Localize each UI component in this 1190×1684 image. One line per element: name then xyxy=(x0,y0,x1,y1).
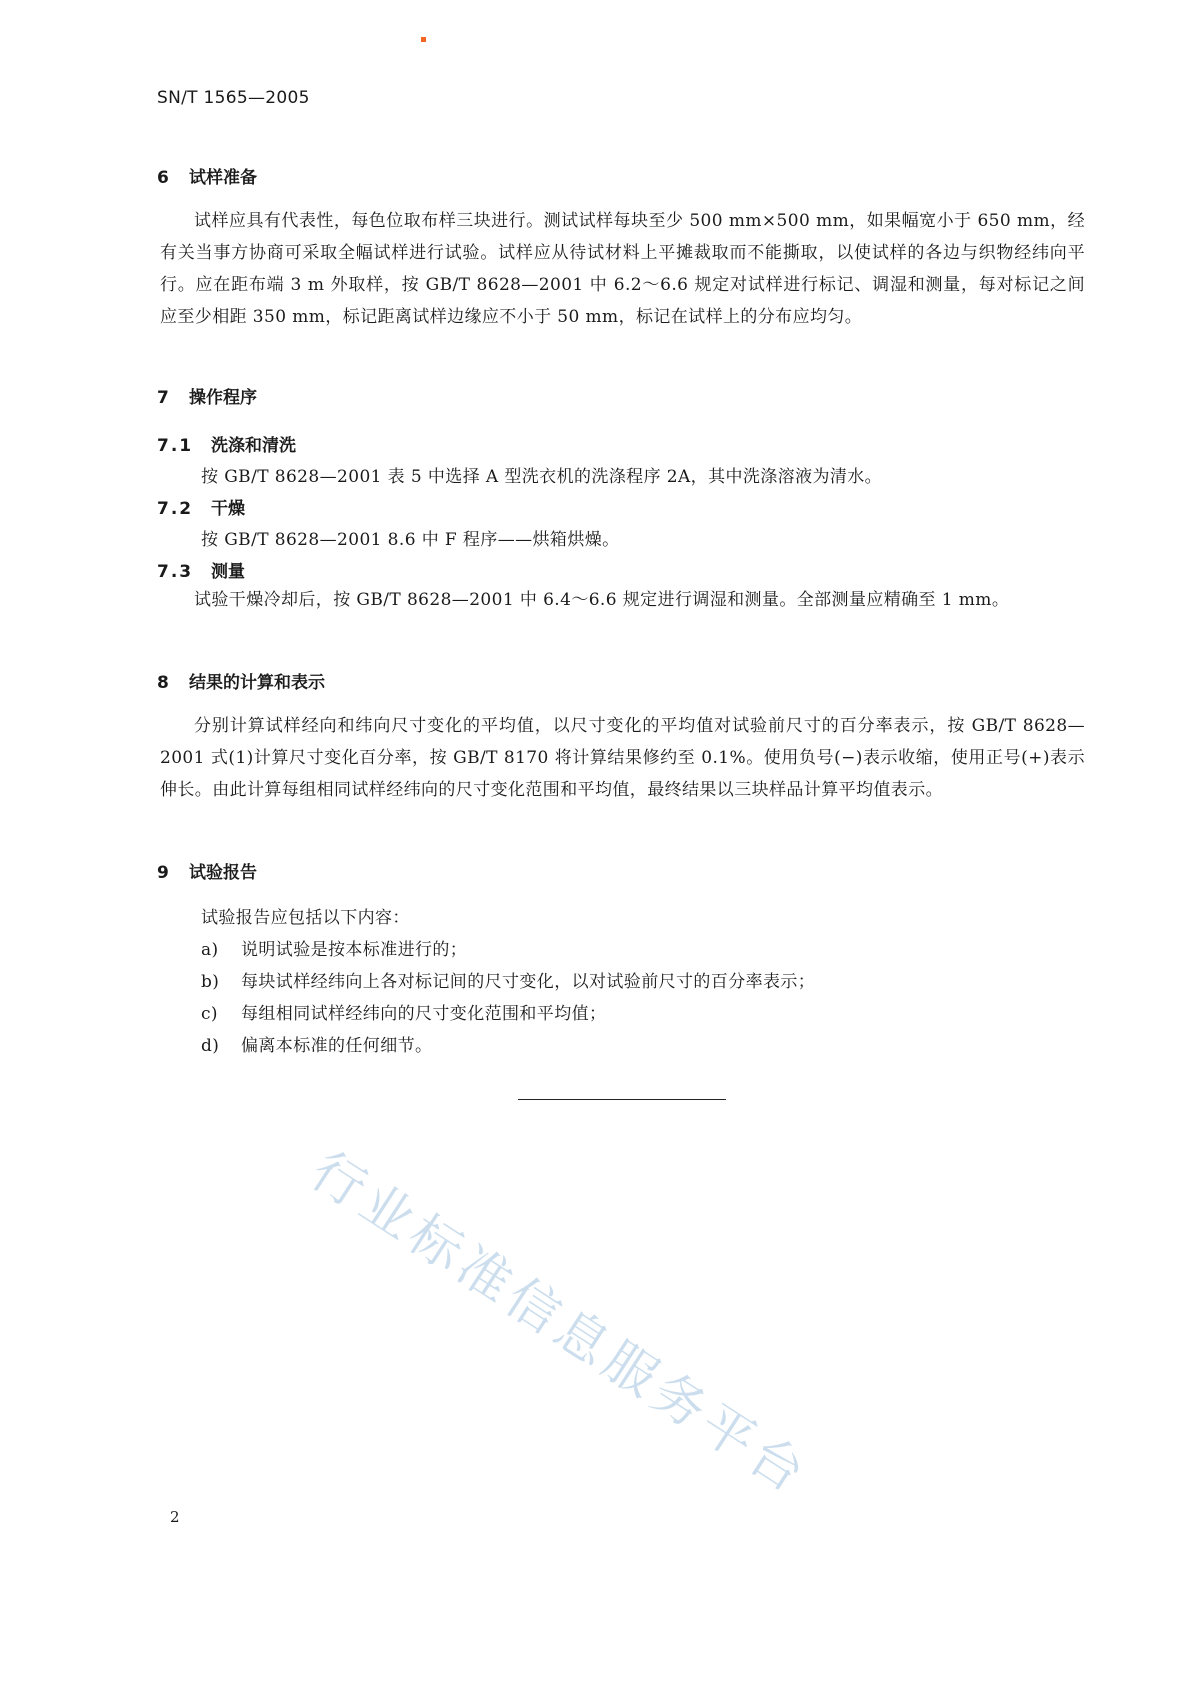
watermark: 行业标准信息服务平台 xyxy=(300,1140,820,1508)
list-item xyxy=(201,935,467,960)
section-title: 操作程序 xyxy=(189,388,257,408)
corner-mark xyxy=(421,37,426,42)
list-item xyxy=(201,999,606,1024)
section-7-heading xyxy=(157,383,257,408)
section-9-heading xyxy=(157,858,257,883)
list-item-text: 每块试样经纬向上各对标记间的尺寸变化，以对试验前尺寸的百分率表示； xyxy=(241,972,816,992)
list-item-label: c) xyxy=(201,1004,218,1024)
list-item xyxy=(201,1031,432,1056)
subsection-title: 测量 xyxy=(211,562,245,582)
list-item-text: 说明试验是按本标准进行的； xyxy=(241,940,468,960)
list-item-label: b) xyxy=(201,972,220,992)
subsection-7-2-heading xyxy=(157,494,245,519)
subsection-title: 洗涤和清洗 xyxy=(211,436,296,456)
list-item-label: a) xyxy=(201,940,219,960)
subsection-7-2-text: 按 GB/T 8628—2001 8.6 中 F 程序——烘箱烘燥。 xyxy=(201,530,620,550)
subsection-number: 7.1 xyxy=(157,436,194,456)
section-title: 试样准备 xyxy=(189,168,257,188)
subsection-number: 7.2 xyxy=(157,499,194,519)
end-rule xyxy=(518,1099,726,1100)
subsection-title: 干燥 xyxy=(211,499,245,519)
section-title: 试验报告 xyxy=(189,863,257,883)
list-item-text: 偏离本标准的任何细节。 xyxy=(241,1036,433,1056)
section-title: 结果的计算和表示 xyxy=(189,673,325,693)
document-code: SN/T 1565—2005 xyxy=(157,88,310,108)
section-8-heading xyxy=(157,668,325,693)
subsection-7-3-heading xyxy=(157,557,245,582)
section-number: 9 xyxy=(157,863,169,883)
list-item-label: d) xyxy=(201,1036,220,1056)
section-6-paragraph: 试样应具有代表性，每色位取布样三块进行。测试试样每块至少 500 mm×500 mm，如果幅宽小于 650 mm，经有关当事方协商可采取全幅试样进行试验。试样应从待试材料上平摊裁取而不能撕取，以使试样的各边与织物经纬向平行。应在距布端 3 m 外取样，按 GB/T 8628—2001 中 6.2～6.6 规定对试样进行标记、调湿和测量，每对标记之间应至少相距 350 mm，标记距离试样边缘应不小于 50 mm，标记在试样上的分布应均匀。 xyxy=(160,211,1085,327)
list-item xyxy=(201,967,815,992)
section-number: 6 xyxy=(157,168,169,188)
subsection-number: 7.3 xyxy=(157,562,194,582)
section-number: 8 xyxy=(157,673,169,693)
page-number: 2 xyxy=(170,1508,180,1526)
subsection-7-1-text: 按 GB/T 8628—2001 表 5 中选择 A 型洗衣机的洗涤程序 2A，其中洗涤溶液为清水。 xyxy=(201,467,883,487)
section-number: 7 xyxy=(157,388,169,408)
section-6-heading xyxy=(157,163,257,188)
list-item-text: 每组相同试样经纬向的尺寸变化范围和平均值； xyxy=(241,1004,607,1024)
section-8-paragraph: 分别计算试样经向和纬向尺寸变化的平均值，以尺寸变化的平均值对试验前尺寸的百分率表示，按 GB/T 8628—2001 式(1)计算尺寸变化百分率，按 GB/T 8170 将计算结果修约至 0.1%。使用负号(−)表示收缩，使用正号(+)表示伸长。由此计算每组相同试样经纬向的尺寸变化范围和平均值，最终结果以三块样品计算平均值表示。 xyxy=(160,716,1085,800)
section-9-intro: 试验报告应包括以下内容： xyxy=(201,908,410,928)
subsection-7-1-heading xyxy=(157,431,296,456)
subsection-7-3-text: 试验干燥冷却后，按 GB/T 8628—2001 中 6.4～6.6 规定进行调湿和测量。全部测量应精确至 1 mm。 xyxy=(194,590,1010,610)
